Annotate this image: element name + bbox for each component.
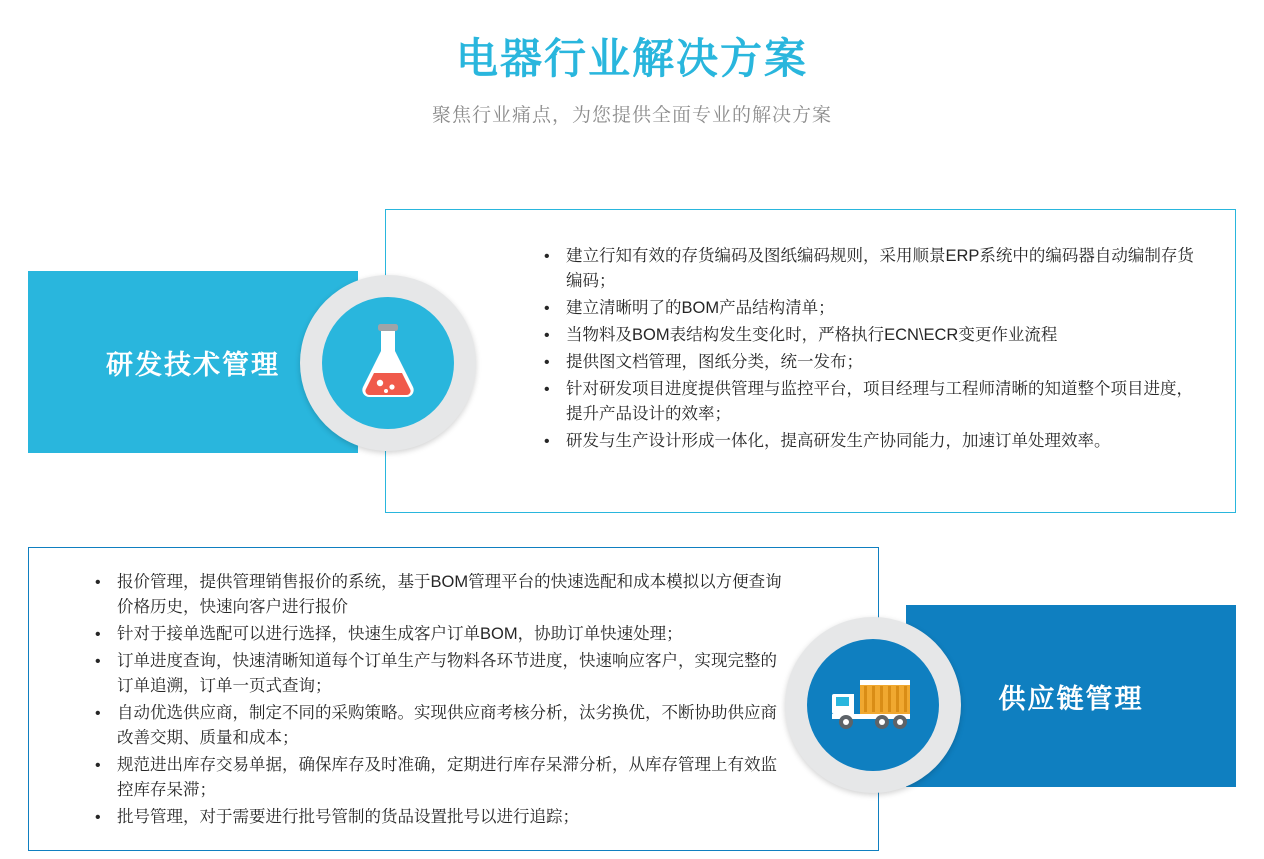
list-item: • 建立清晰明了的BOM产品结构清单； <box>536 296 1196 321</box>
section-content-box-supply <box>28 547 879 851</box>
list-item: • 当物料及BOM表结构发生变化时，严格执行ECN\ECR变更作业流程 <box>536 323 1196 348</box>
section-badge-rd <box>300 275 476 451</box>
list-item: • 针对研发项目进度提供管理与监控平台，项目经理与工程师清晰的知道整个项目进度，提升产品设计的效率； <box>536 377 1196 427</box>
truck-icon <box>830 672 916 739</box>
badge-inner-supply <box>807 639 939 771</box>
list-item: • 自动优选供应商，制定不同的采购策略。实现供应商考核分析，汰劣换优，不断协助供应商改善交期、质量和成本； <box>87 701 787 751</box>
bullet-list-supply <box>87 570 787 832</box>
page-title: 电器行业解决方案 <box>455 35 808 82</box>
badge-inner-rd <box>322 297 454 429</box>
list-item: • 订单进度查询，快速清晰知道每个订单生产与物料各环节进度，快速响应客户，实现完整的订单追溯，订单一页式查询； <box>87 649 787 699</box>
section-label-rd: 研发技术管理 <box>106 349 280 380</box>
flask-icon <box>352 321 424 406</box>
bullet-list-rd <box>536 244 1196 456</box>
list-item: • 针对于接单选配可以进行选择，快速生成客户订单BOM，协助订单快速处理； <box>87 622 787 647</box>
list-item: • 报价管理，提供管理销售报价的系统，基于BOM管理平台的快速选配和成本模拟以方便查询价格历史，快速向客户进行报价 <box>87 570 787 620</box>
list-item: • 批号管理，对于需要进行批号管制的货品设置批号以进行追踪； <box>87 805 787 830</box>
list-item: • 规范进出库存交易单据，确保库存及时准确，定期进行库存呆滞分析，从库存管理上有效监控库存呆滞； <box>87 753 787 803</box>
section-content-box-rd <box>385 209 1236 513</box>
list-item: • 研发与生产设计形成一体化，提高研发生产协同能力，加速订单处理效率。 <box>536 429 1196 454</box>
section-label-supply: 供应链管理 <box>998 683 1144 714</box>
list-item: • 建立行知有效的存货编码及图纸编码规则，采用顺景ERP系统中的编码器自动编制存货编码； <box>536 244 1196 294</box>
page-subtitle: 聚焦行业痛点，为您提供全面专业的解决方案 <box>431 105 832 126</box>
section-badge-supply <box>785 617 961 793</box>
list-item: • 提供图文档管理，图纸分类，统一发布； <box>536 350 1196 375</box>
